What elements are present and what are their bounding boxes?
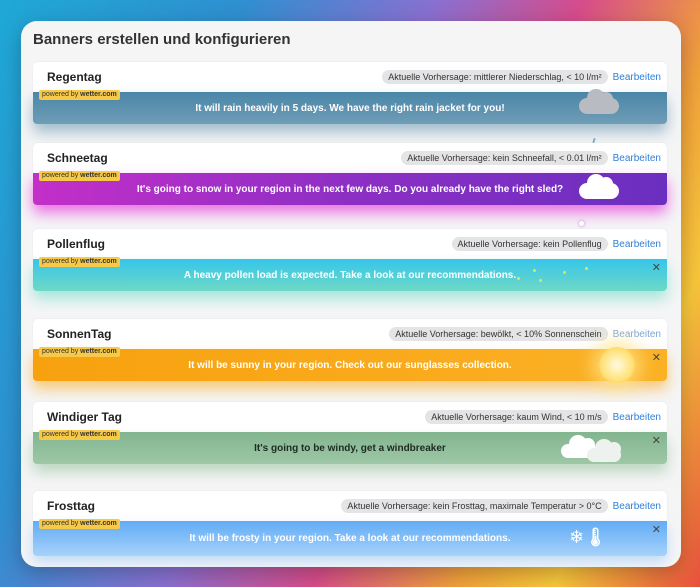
frost-thermometer-icon: ❄🌡 [569, 527, 607, 547]
banner-preview [33, 173, 667, 205]
section-title: Regentag [47, 70, 102, 84]
banner-text: It will be sunny in your region. Check out our sunglasses collection. [188, 359, 512, 371]
pollen-icon [533, 269, 536, 272]
powered-badge: powered by wetter.com [39, 430, 120, 440]
edit-link[interactable]: Bearbeiten [612, 328, 661, 340]
snowflake-icon [579, 221, 584, 226]
rain-cloud-icon [579, 98, 619, 114]
pollen-icon [539, 279, 542, 282]
section-header [33, 319, 667, 349]
forecast-chip: Aktuelle Vorhersage: mittlerer Niederschlag, < 10 l/m² [382, 70, 607, 84]
wind-cloud-icon [587, 448, 621, 462]
powered-badge: powered by wetter.com [39, 519, 120, 529]
banner-text: It will rain heavily in 5 days. We have the right rain jacket for you! [195, 102, 505, 114]
banner-text: It's going to be windy, get a windbreaker [254, 442, 446, 454]
powered-badge: powered by wetter.com [39, 347, 120, 357]
pollen-icon [517, 277, 520, 280]
banner-section-frosttag [33, 491, 667, 556]
edit-link[interactable]: Bearbeiten [612, 238, 661, 250]
banner-section-sonnentag [33, 319, 667, 381]
page-title: Banners erstellen und konfigurieren [33, 31, 291, 48]
powered-badge: powered by wetter.com [39, 171, 120, 181]
close-icon[interactable]: ✕ [651, 435, 661, 447]
forecast-chip: Aktuelle Vorhersage: kaum Wind, < 10 m/s [425, 410, 607, 424]
powered-badge: powered by wetter.com [39, 257, 120, 267]
banner-section-regentag [33, 62, 667, 124]
forecast-chip: Aktuelle Vorhersage: kein Frosttag, maximale Temperatur > 0°C [341, 499, 607, 513]
section-header [33, 143, 667, 173]
banner-preview [33, 521, 667, 556]
section-title: Pollenflug [47, 237, 105, 251]
banner-text: It's going to snow in your region in the next few days. Do you already have the right sled? [136, 183, 564, 195]
banner-text: A heavy pollen load is expected. Take a look at our recommendations. [183, 269, 517, 281]
banner-preview [33, 349, 667, 381]
powered-badge: powered by wetter.com [39, 90, 120, 100]
snow-cloud-icon [579, 183, 619, 199]
forecast-chip: Aktuelle Vorhersage: kein Schneefall, < 0.01 l/m² [401, 151, 607, 165]
banner-preview [33, 259, 667, 291]
forecast-chip: Aktuelle Vorhersage: bewölkt, < 10% Sonnenschein [389, 327, 607, 341]
forecast-chip: Aktuelle Vorhersage: kein Pollenflug [452, 237, 608, 251]
edit-link[interactable]: Bearbeiten [612, 411, 661, 423]
section-title: Schneetag [47, 151, 108, 165]
section-title: SonnenTag [47, 327, 112, 341]
section-title: Frosttag [47, 499, 95, 513]
section-title: Windiger Tag [47, 410, 122, 424]
banner-section-pollenflug [33, 229, 667, 291]
banner-preview [33, 432, 667, 464]
edit-link[interactable]: Bearbeiten [612, 500, 661, 512]
banner-text: It will be frosty in your region. Take a look at our recommendations. [189, 533, 511, 544]
sun-icon [599, 347, 635, 383]
banner-section-windiger-tag [33, 402, 667, 464]
section-header [33, 62, 667, 92]
pollen-icon [585, 267, 588, 270]
pollen-icon [563, 271, 566, 274]
banner-section-schneetag [33, 143, 667, 205]
banner-preview [33, 92, 667, 124]
banner-config-panel [21, 21, 681, 567]
close-icon[interactable]: ✕ [651, 262, 661, 274]
section-header [33, 491, 667, 521]
edit-link[interactable]: Bearbeiten [612, 152, 661, 164]
section-header [33, 229, 667, 259]
close-icon[interactable]: ✕ [651, 524, 661, 536]
close-icon[interactable]: ✕ [651, 352, 661, 364]
edit-link[interactable]: Bearbeiten [612, 71, 661, 83]
section-header [33, 402, 667, 432]
